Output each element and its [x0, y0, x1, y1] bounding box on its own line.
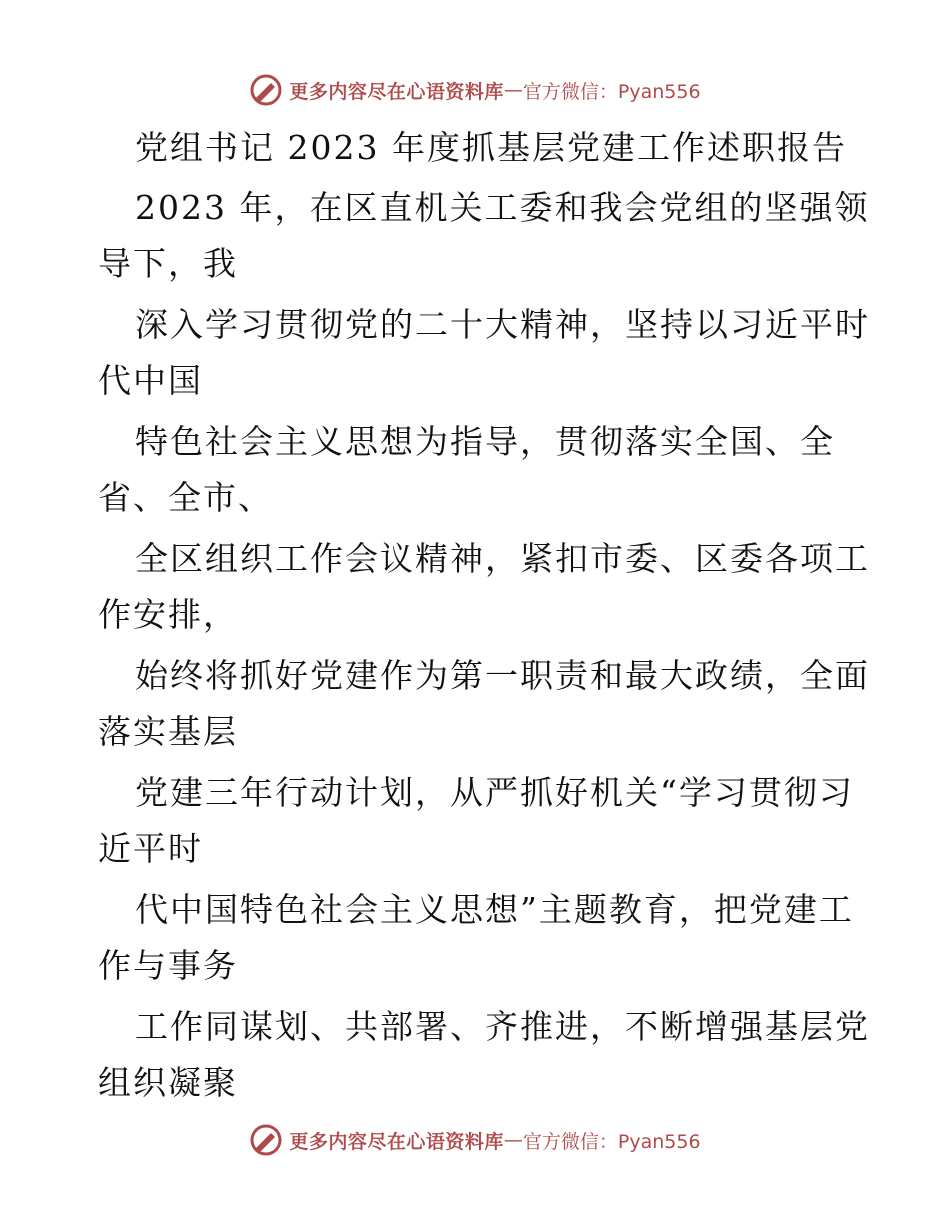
text-line-15: 工作同谋划、共部署、齐推进，不断增强基层党 — [135, 1007, 870, 1046]
text-line-9: 始终将抓好党建作为第一职责和最大政绩，全面 — [135, 656, 870, 695]
text-line-10: 落实基层 — [98, 712, 238, 751]
text-line-13: 代中国特色社会主义思想”主题教育，把党建工 — [135, 890, 854, 929]
footer-banner-separator: — — [503, 1129, 523, 1151]
text-line-7: 全区组织工作会议精神，紧扣市委、区委各项工 — [135, 539, 870, 578]
text-line-6: 省、全市、 — [98, 478, 273, 517]
footer-banner-text: 更多内容尽在心语资料库 — [289, 1130, 504, 1153]
text-line-2: 导下，我 — [98, 244, 238, 283]
header-banner — [0, 70, 950, 110]
text-line-11: 党建三年行动计划，从严抓好机关“学习贯彻习 — [135, 773, 854, 812]
header-banner-wechat: 官方微信：Pyan556 — [522, 80, 701, 103]
header-banner-separator: — — [503, 79, 523, 101]
footer-banner — [0, 1120, 950, 1160]
header-banner-text: 更多内容尽在心语资料库 — [289, 80, 504, 103]
text-line-3: 深入学习贯彻党的二十大精神，坚持以习近平时 — [135, 305, 870, 344]
pen-logo-icon — [249, 1123, 283, 1157]
text-line-1: 2023 年，在区直机关工委和我会党组的坚强领 — [135, 188, 870, 227]
document-title: 党组书记 2023 年度抓基层党建工作述职报告 — [135, 128, 847, 167]
text-line-5: 特色社会主义思想为指导，贯彻落实全国、全 — [135, 422, 835, 461]
footer-banner-wechat: 官方微信：Pyan556 — [522, 1130, 701, 1153]
text-line-14: 作与事务 — [98, 946, 238, 985]
pen-logo-icon — [249, 73, 283, 107]
text-line-8: 作安排， — [98, 595, 238, 634]
text-line-16: 组织凝聚 — [98, 1063, 238, 1102]
text-line-4: 代中国 — [98, 361, 203, 400]
text-line-12: 近平时 — [98, 829, 203, 868]
